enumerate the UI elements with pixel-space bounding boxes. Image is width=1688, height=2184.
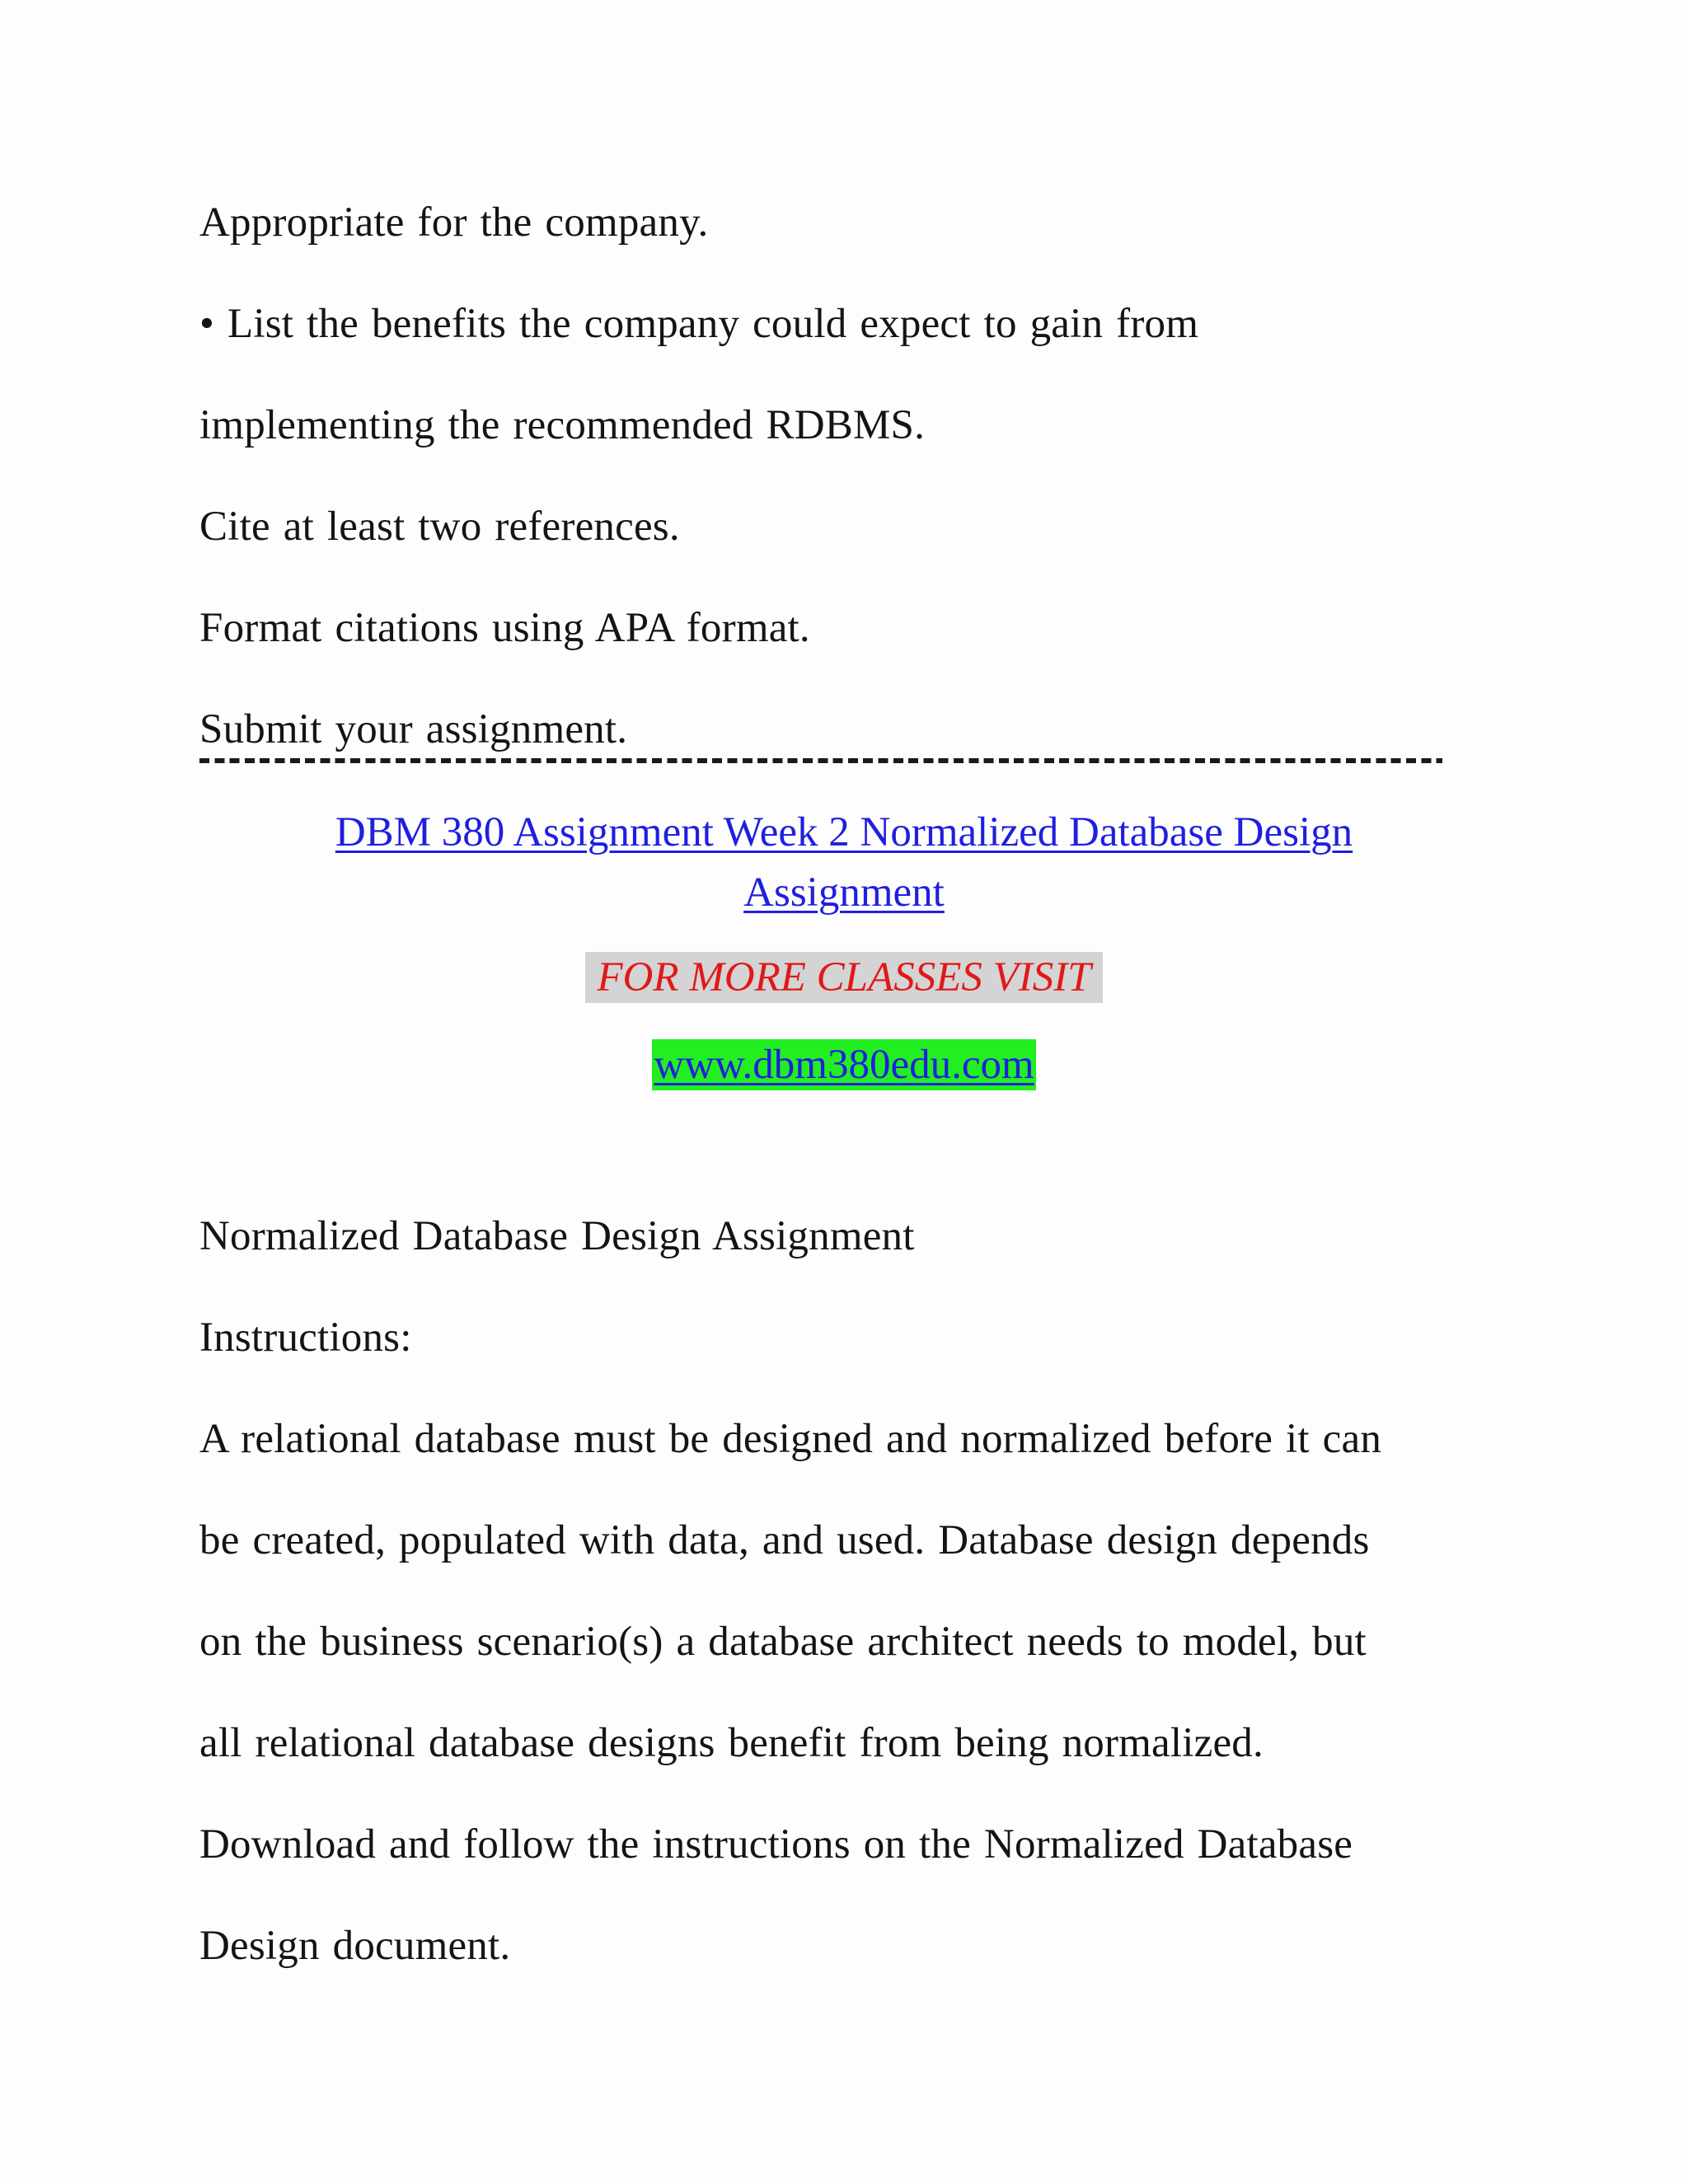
bullet-list-benefits: • List the benefits the company could expect to gain from bbox=[199, 301, 1199, 347]
paragraph-line-1: A relational database must be designed and normalized before it can bbox=[199, 1416, 1382, 1462]
text-line-cite: Cite at least two references. bbox=[199, 504, 680, 550]
text-line-submit: Submit your assignment. bbox=[199, 706, 628, 752]
dashed-divider bbox=[199, 758, 1442, 763]
paragraph-line-6: Design document. bbox=[199, 1923, 511, 1969]
promo-url bbox=[0, 1039, 1688, 1090]
paragraph-line-2: be created, populated with data, and used. Database design depends bbox=[199, 1517, 1370, 1563]
website-link[interactable]: www.dbm380edu.com bbox=[654, 1042, 1034, 1088]
title-link-line-2 bbox=[0, 868, 1688, 917]
paragraph-line-5: Download and follow the instructions on the Normalized Database bbox=[199, 1821, 1353, 1868]
text-line-implementing: implementing the recommended RDBMS. bbox=[199, 402, 926, 448]
title-link-part-2[interactable]: Assignment bbox=[743, 869, 945, 916]
text-line-format: Format citations using APA format. bbox=[199, 605, 810, 651]
section-heading: Normalized Database Design Assignment bbox=[199, 1213, 915, 1259]
text-line-appropriate: Appropriate for the company. bbox=[199, 199, 709, 246]
url-highlight bbox=[652, 1039, 1035, 1090]
visit-banner: FOR MORE CLASSES VISIT bbox=[585, 952, 1102, 1003]
paragraph-line-3: on the business scenario(s) a database architect needs to model, but bbox=[199, 1619, 1367, 1665]
title-link-line-1 bbox=[0, 808, 1688, 857]
promo-visit bbox=[0, 952, 1688, 1003]
instructions-label: Instructions: bbox=[199, 1315, 412, 1361]
title-link-part-1[interactable]: DBM 380 Assignment Week 2 Normalized Database Design bbox=[335, 809, 1353, 855]
paragraph-line-4: all relational database designs benefit from being normalized. bbox=[199, 1720, 1264, 1766]
